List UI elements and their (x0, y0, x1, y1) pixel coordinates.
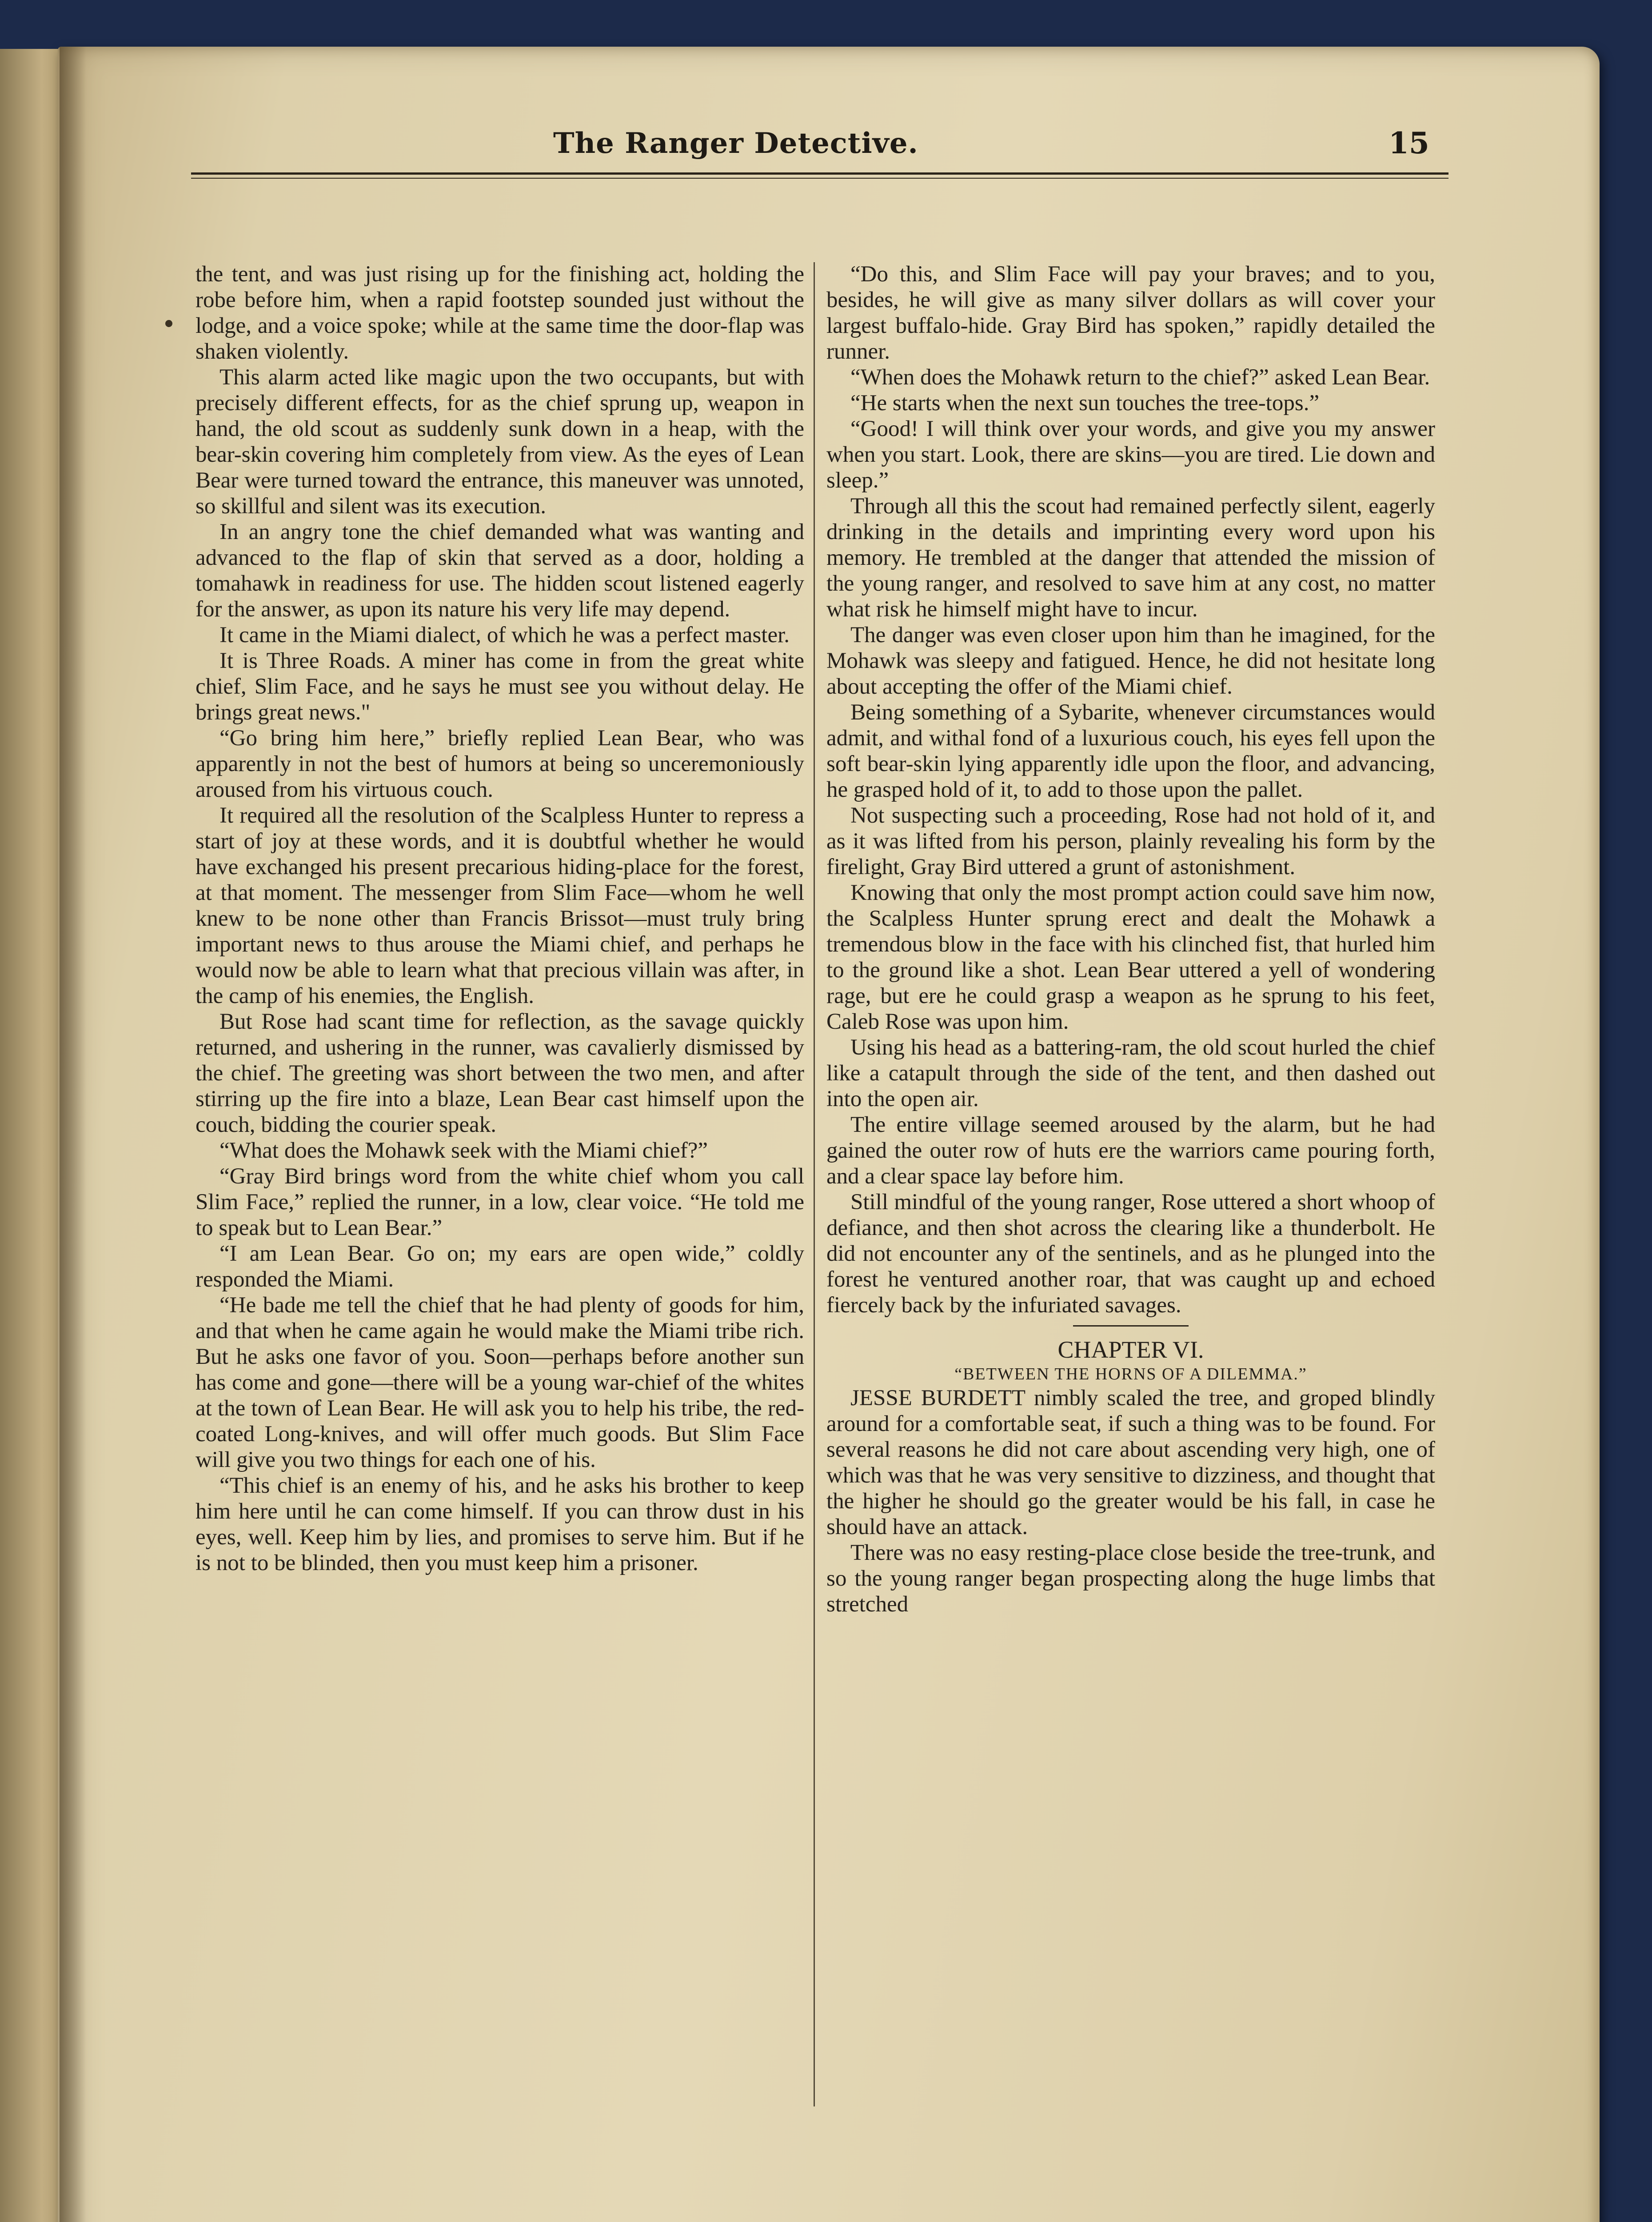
page-number: 15 (1389, 126, 1429, 160)
paragraph: “Go bring him here,” briefly replied Lean Bear, who was apparently in not the best of humors at being so unceremoniously aroused from his virtuous couch. (196, 726, 804, 802)
paragraph: It came in the Miami dialect, of which he was a perfect master. (219, 623, 790, 647)
paragraph: In an angry tone the chief demanded what was wanting and advanced to the flap of skin that served as a door, holding a tomahawk in readiness for use. The hidden scout listened eagerly for the answer, as upon its nature his very life may depend. (196, 520, 804, 622)
chapter-heading: CHAPTER VI. (1057, 1336, 1204, 1363)
paragraph: “Do this, and Slim Face will pay your braves; and to you, besides, he will give as many silver dollars as will cover your largest buffalo-hide. Gray Bird has spoken,” rapidly detailed the runner. (826, 262, 1435, 364)
paragraph: “What does the Mohawk seek with the Miami chief?” (219, 1138, 708, 1163)
page-gutter-shadow (60, 47, 86, 2222)
paragraph: Still mindful of the young ranger, Rose uttered a short whoop of defiance, and then shot across the clearing like a thunderbolt. He did not encounter any of the sentinels, and as he plunged into the forest he ventured another roar, that was caught up and echoed fiercely back by the infuriated savages. (826, 1190, 1435, 1318)
paragraph: Using his head as a battering-ram, the old scout hurled the chief like a catapult through the side of the tent, and then dashed out into the open air. (826, 1035, 1435, 1111)
paragraph: Through all this the scout had remained perfectly silent, eagerly drinking in the details and imprinting every word upon his memory. He trembled at the danger that attended the mission of the young ranger, and resolved to save him at any cost, no matter what risk he himself might have to incur. (826, 494, 1435, 622)
paragraph: “This chief is an enemy of his, and he asks his brother to keep him here until he can come himself. If you can throw dust in his eyes, well. Keep him by lies, and promises to serve him. But if he is not to be blinded, then you must keep him a prisoner. (196, 1473, 804, 1575)
chapter-subtitle: “BETWEEN THE HORNS OF A DILEMMA.” (954, 1365, 1307, 1383)
paragraph: Knowing that only the most prompt action could save him now, the Scalpless Hunter sprung erect and dealt the Mohawk a tremendous blow in the face with his clinched fist, that hurled him to the ground like a shot. Lean Bear uttered a yell of wondering rage, but ere he could grasp a weapon as he sprung to his feet, Caleb Rose was upon him. (826, 880, 1435, 1034)
paragraph: “When does the Mohawk return to the chief?” asked Lean Bear. (850, 365, 1430, 390)
paragraph: JESSE BURDETT nimbly scaled the tree, and groped blindly around for a comfortable seat, if such a thing was to be found. For several reasons he did not care about ascending very high, one of which was that he was very sensitive to dizziness, and thought that the higher he should go the greater would be his fall, in case he should have an attack. (826, 1386, 1435, 1539)
paragraph: “He bade me tell the chief that he had plenty of goods for him, and that when he came again he would make the Miami tribe rich. But he asks one favor of you. Soon—perhaps before another sun has come and gone—there will be a young war-chief of the whites at the town of Lean Bear. He will ask you to help his tribe, the red-coated Long-knives, and will offer much goods. But Slim Face will give you two things for each one of his. (196, 1293, 804, 1472)
left-column (196, 261, 804, 1576)
paragraph: It required all the resolution of the Scalpless Hunter to repress a start of joy at these words, and it is doubtful whether he would have exchanged his present precarious hiding-place for the forest, at that moment. The messenger from Slim Face—whom he well knew to be none other than Francis Brissot—must truly bring important news to thus arouse the Miami chief, and perhaps he would now be able to learn what that precious villain was after, in the camp of his enemies, the English. (196, 803, 804, 1008)
paragraph: “I am Lean Bear. Go on; my ears are open wide,” coldly responded the Miami. (196, 1241, 804, 1292)
right-column (826, 261, 1435, 1617)
header-rule-thin (191, 178, 1448, 179)
paragraph: Being something of a Sybarite, whenever circumstances would admit, and withal fond of a luxurious couch, his eyes fell upon the soft bear-skin lying apparently idle upon the floor, and advancing, he grasped hold of it, to add to those upon the pallet. (826, 700, 1435, 802)
paragraph: There was no easy resting-place close beside the tree-trunk, and so the young ranger began prospecting along the huge limbs that stretched (826, 1540, 1435, 1617)
paragraph: “Good! I will think over your words, and give you my answer when you start. Look, there are skins—you are tired. Lie down and sleep.” (826, 416, 1435, 493)
paragraph: The danger was even closer upon him than he imagined, for the Mohawk was sleepy and fatigued. Hence, he did not hesitate long about accepting the offer of the Miami chief. (826, 623, 1435, 699)
column-rule (814, 262, 815, 2106)
running-title: The Ranger Detective. (553, 127, 918, 160)
paragraph: It is Three Roads. A miner has come in from the great white chief, Slim Face, and he says he must see you without delay. He brings great news." (196, 648, 804, 725)
paragraph: The entire village seemed aroused by the alarm, but he had gained the outer row of huts ere the warriors came pouring forth, and a clear space lay before him. (826, 1112, 1435, 1189)
paragraph: This alarm acted like magic upon the two occupants, but with precisely different effects, for as the chief sprung up, weapon in hand, the old scout as suddenly sunk down in a heap, with the bear-skin covering him completely from view. As the eyes of Lean Bear were turned toward the entrance, this maneuver was unnoted, so skillful and silent was its execution. (196, 365, 804, 519)
paragraph: “He starts when the next sun touches the tree-tops.” (850, 391, 1320, 416)
margin-speck (165, 320, 172, 327)
header-rule (191, 172, 1448, 175)
paragraph: But Rose had scant time for reflection, as the savage quickly returned, and ushering in the runner, was cavalierly dismissed by the chief. The greeting was short between the two men, and after stirring up the fire into a blaze, Lean Bear cast himself upon the couch, bidding the courier speak. (196, 1009, 804, 1137)
paragraph: “Gray Bird brings word from the white chief whom you call Slim Face,” replied the runner, in a low, clear voice. “He told me to speak but to Lean Bear.” (196, 1164, 804, 1240)
paragraph: Not suspecting such a proceeding, Rose had not hold of it, and as it was lifted from his person, plainly revealing his form by the firelight, Gray Bird uttered a grunt of astonishment. (826, 803, 1435, 879)
paragraph: the tent, and was just rising up for the finishing act, holding the robe before him, when a rapid footstep sounded just without the lodge, and a voice spoke; while at the same time the door-flap was shaken violently. (196, 262, 804, 364)
chapter-rule (1073, 1325, 1189, 1327)
